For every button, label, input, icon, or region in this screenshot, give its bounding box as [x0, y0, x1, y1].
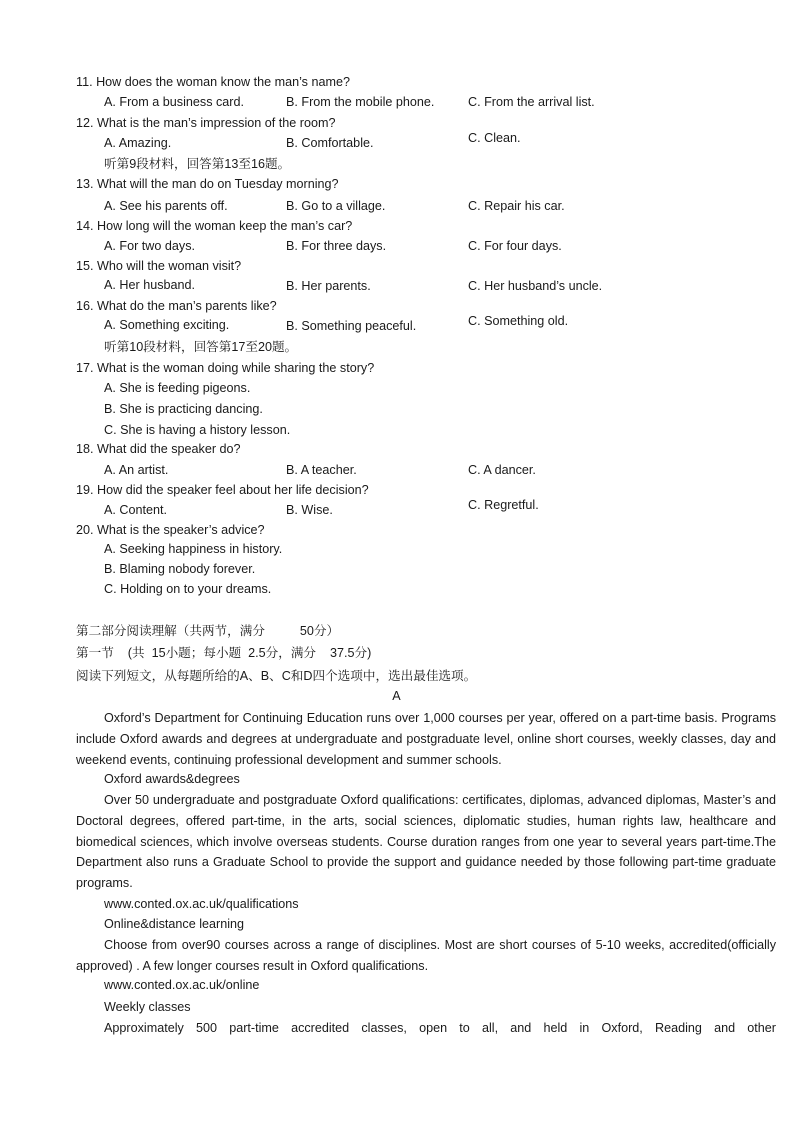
question-13-stem: 13. What will the man do on Tuesday morning? [76, 177, 339, 191]
question-20-stem: 20. What is the speaker’s advice? [76, 523, 265, 537]
question-16-stem: 16. What do the man’s parents like? [76, 299, 277, 313]
question-18-option-c: C. A dancer. [468, 463, 536, 477]
question-19-option-b: B. Wise. [286, 503, 333, 517]
question-20-option-c: C. Holding on to your dreams. [104, 582, 272, 596]
section-one-title: 第一节 (共 15小题；每小题 2.5分，满分 37.5分) [76, 646, 372, 660]
question-16-option-a: A. Something exciting. [104, 318, 230, 332]
passage-paragraph-2: Over 50 undergraduate and postgraduate Oxford qualifications: certificates, diplomas, advanced diplomas, Master’s and Doctoral degrees, offered part-time, in the arts, social sciences, diplomatic studies, human rights law, healthcare and biomedical sciences, which involve overseas students. Course duration ranges from one year to several years part-time.The Department also runs a Graduate School to provide the support and guidance needed by those following part-time graduate programs. [76, 793, 776, 891]
question-11-option-b: B. From the mobile phone. [286, 95, 435, 109]
question-11-stem: 11. How does the woman know the man’s name? [76, 75, 350, 89]
section-10-instruction: 听第10段材料，回答第17至20题。 [104, 340, 298, 354]
question-19-stem: 19. How did the speaker feel about her life decision? [76, 483, 369, 497]
passage-paragraph-3: Choose from over90 courses across a range of disciplines. Most are short courses of 5-10 weeks, accredited(officially approved) . A few longer courses result in Oxford qualifications. [76, 938, 776, 973]
question-12-stem: 12. What is the man’s impression of the room? [76, 116, 336, 130]
question-18-option-b: B. A teacher. [286, 463, 357, 477]
question-20-option-a: A. Seeking happiness in history. [104, 542, 283, 556]
question-15-stem: 15. Who will the woman visit? [76, 259, 242, 273]
question-15-option-c: C. Her husband’s uncle. [468, 279, 603, 293]
reading-instruction: 阅读下列短文，从每题所给的A、B、C和D四个选项中，选出最佳选项。 [76, 669, 477, 683]
question-13-option-c: C. Repair his car. [468, 199, 565, 213]
question-11-option-a: A. From a business card. [104, 95, 244, 109]
question-11-option-c: C. From the arrival list. [468, 95, 595, 109]
section-9-instruction: 听第9段材料，回答第13至16题。 [104, 157, 291, 171]
question-16-option-c: C. Something old. [468, 314, 569, 328]
question-18-option-a: A. An artist. [104, 463, 169, 477]
passage-paragraph-1: Oxford’s Department for Continuing Education runs over 1,000 courses per year, offered on a part-time basis. Programs include Oxford awards and degrees at undergraduate and postgraduate level, online short courses, weekly classes, day and weekend events, continuing professional development and summer schools. [76, 711, 776, 767]
question-14-option-b: B. For three days. [286, 239, 387, 253]
question-19-option-c: C. Regretful. [468, 498, 539, 512]
question-15-option-a: A. Her husband. [104, 278, 196, 292]
url-online: www.conted.ox.ac.uk/online [104, 978, 260, 992]
question-12-option-a: A. Amazing. [104, 136, 172, 150]
question-12-option-c: C. Clean. [468, 131, 521, 145]
question-19-option-a: A. Content. [104, 503, 168, 517]
url-qualifications: www.conted.ox.ac.uk/qualifications [104, 897, 299, 911]
question-18-stem: 18. What did the speaker do? [76, 442, 241, 456]
question-14-option-a: A. For two days. [104, 239, 195, 253]
question-13-option-a: A. See his parents off. [104, 199, 228, 213]
question-14-stem: 14. How long will the woman keep the man’s car? [76, 219, 353, 233]
question-12-option-b: B. Comfortable. [286, 136, 374, 150]
question-17-option-b: B. She is practicing dancing. [104, 402, 263, 416]
passage-label: A [392, 689, 401, 703]
question-14-option-c: C. For four days. [468, 239, 562, 253]
passage-paragraph-4: Approximately 500 part-time accredited classes, open to all, and held in Oxford, Reading and other [104, 1021, 776, 1035]
heading-weekly-classes: Weekly classes [104, 1000, 191, 1014]
heading-online-learning: Online&distance learning [104, 917, 245, 931]
question-15-option-b: B. Her parents. [286, 279, 371, 293]
question-17-stem: 17. What is the woman doing while sharing the story? [76, 361, 375, 375]
question-16-option-b: B. Something peaceful. [286, 319, 417, 333]
part-two-title: 第二部分阅读理解（共两节，满分 50分） [76, 624, 340, 638]
question-17-option-a: A. She is feeding pigeons. [104, 381, 251, 395]
heading-awards-degrees: Oxford awards&degrees [104, 772, 240, 786]
question-20-option-b: B. Blaming nobody forever. [104, 562, 256, 576]
question-13-option-b: B. Go to a village. [286, 199, 386, 213]
question-17-option-c: C. She is having a history lesson. [104, 423, 291, 437]
